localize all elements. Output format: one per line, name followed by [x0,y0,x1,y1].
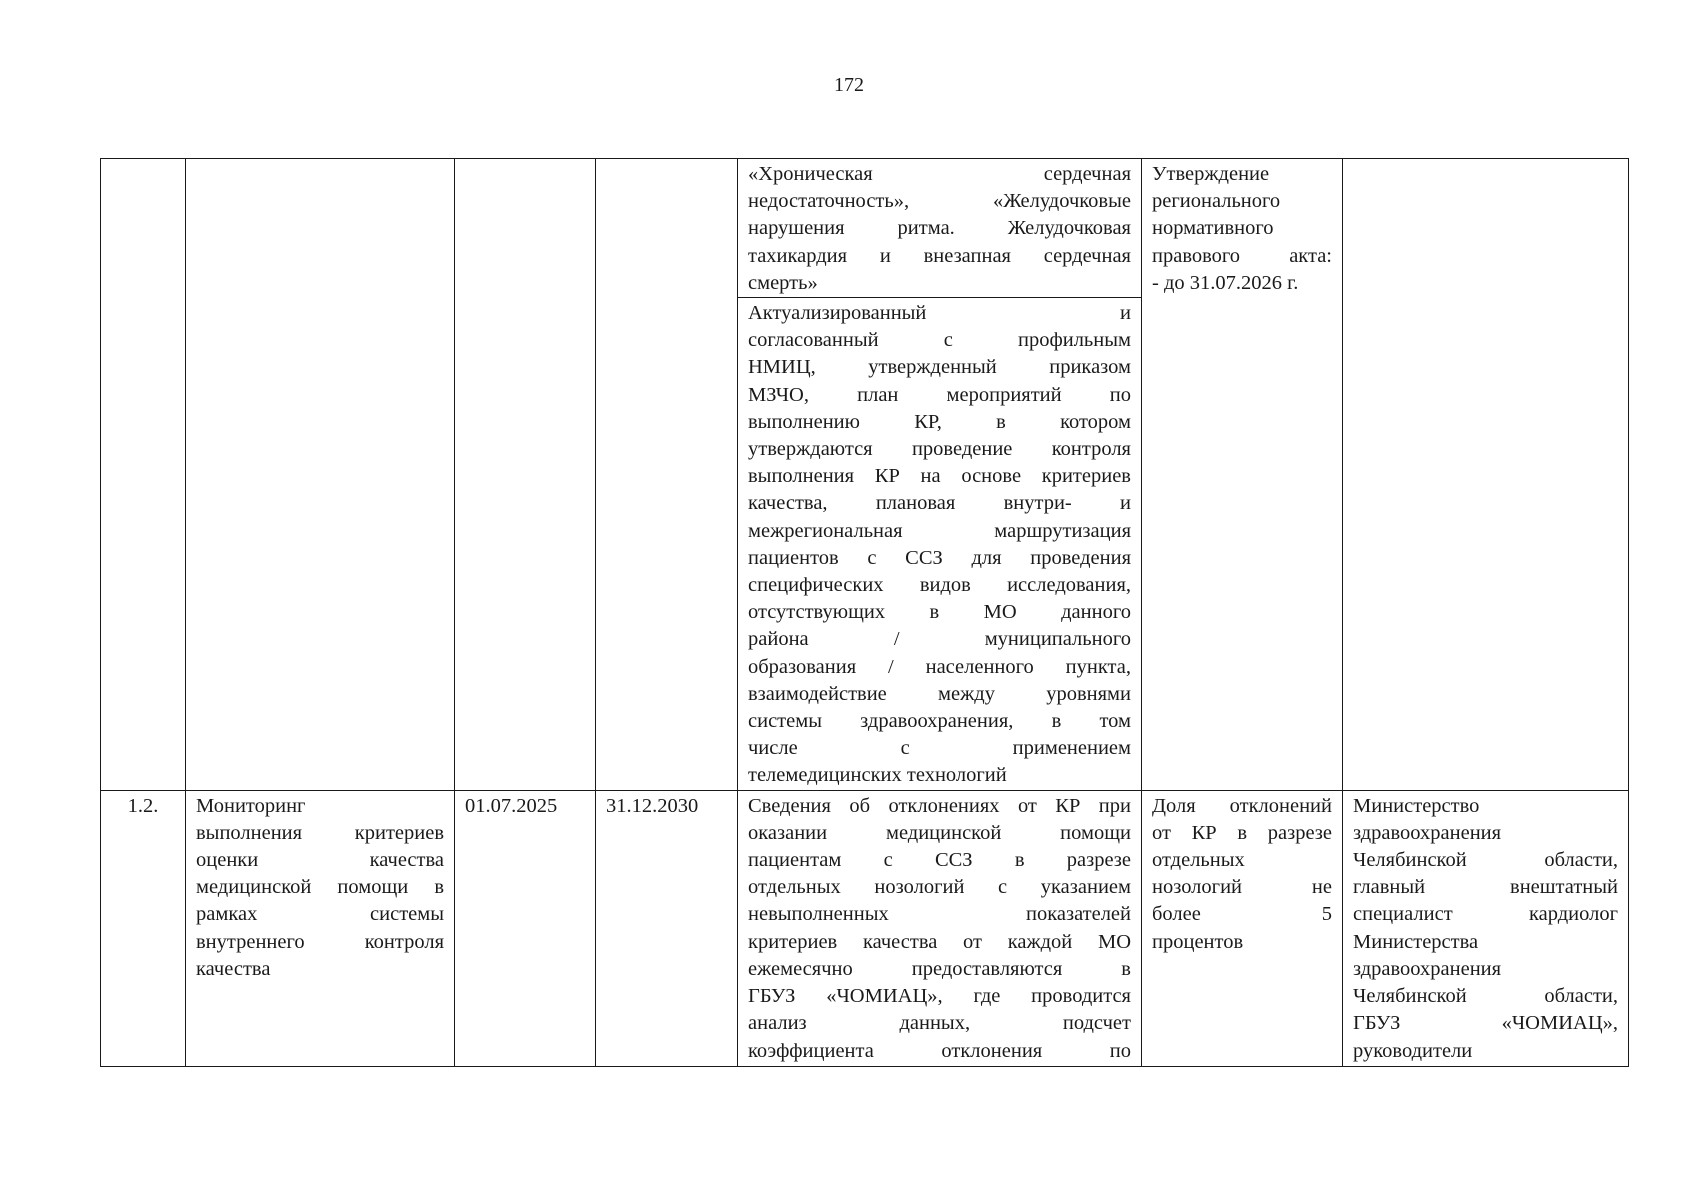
text-line: нозологий не [1152,876,1332,899]
row-number: 1.2. [127,794,159,817]
text-line: пациентам с ССЗ в разрезе [748,849,1131,872]
text-line: рамках системы [196,903,444,926]
text-line: Министерство [1353,794,1480,817]
text-line: более 5 [1152,903,1332,926]
text-line: коэффициента отклонения по [748,1039,1131,1062]
text-line: выполнению КР, в котором [748,410,1131,433]
text-line: анализ данных, подсчет [748,1012,1131,1035]
result-part1-text [748,161,1131,297]
text-line: отдельных нозологий с указанием [748,876,1131,899]
cell-end-date [596,790,738,1066]
text-line: здравоохранения [1353,957,1502,980]
text-line: Челябинской области, [1353,985,1618,1008]
cell-result [738,790,1142,1066]
text-line: выполнения КР на основе критериев [748,465,1131,488]
text-line: от КР в разрезе [1152,821,1332,844]
text-line: Мониторинг [196,794,306,817]
table-row-1-2 [101,790,1629,1066]
text-line: тахикардия и внезапная сердечная [748,244,1131,267]
text-line: согласованный с профильным [748,329,1131,352]
activities-table [100,158,1629,1067]
activity-name-text [196,793,444,983]
start-date: 01.07.2025 [465,794,558,817]
page-number: 172 [834,74,864,96]
text-line: Министерства [1353,930,1479,953]
text-line: района / муниципального [748,628,1131,651]
text-line: процентов [1152,930,1244,953]
table-row-continuation-top [101,159,1629,298]
text-line: недостаточность», «Желудочковые [748,190,1131,213]
text-line: специалист кардиолог [1353,903,1618,926]
text-line: отдельных [1152,849,1245,872]
text-line: Утверждение [1152,163,1270,185]
cell-responsible-empty [1343,159,1629,791]
text-line: руководители [1353,1039,1473,1062]
text-line: качества, плановая внутри- и [748,492,1131,515]
text-line: регионального [1152,190,1281,213]
text-line: пациентов с ССЗ для проведения [748,546,1131,569]
text-line: оценки качества [196,849,444,872]
text-line: внутреннего контроля [196,930,444,953]
text-line: телемедицинских технологий [748,764,1007,787]
cell-start-empty [455,159,596,791]
text-line: утверждаются проведение контроля [748,438,1131,461]
result-text [748,793,1131,1065]
responsible-text [1353,793,1618,1065]
text-line: оказании медицинской помощи [748,821,1131,844]
text-line: «Хроническая сердечная [748,163,1131,185]
text-line: критериев качества от каждой МО [748,930,1131,953]
text-line: ГБУЗ «ЧОМИАЦ», где проводится [748,985,1131,1008]
cell-indicator-continuation [1142,159,1343,791]
cell-start-date [455,790,596,1066]
cell-result-part1 [738,159,1142,298]
text-line: МЗЧО, план мероприятий по [748,383,1131,406]
text-line: Доля отклонений [1152,794,1332,817]
text-line: невыполненных показателей [748,903,1131,926]
indicator-text [1152,793,1332,956]
cell-responsible [1343,790,1629,1066]
text-line: системы здравоохранения, в том [748,710,1131,733]
text-line: нормативного [1152,217,1274,240]
text-line: главный внештатный [1353,876,1618,899]
cell-activity-name [186,790,455,1066]
text-line: взаимодействие между уровнями [748,682,1131,705]
text-line: специфических видов исследования, [748,574,1131,597]
text-line: - до 31.07.2026 г. [1152,271,1299,294]
text-line: качества [196,957,271,980]
text-line: НМИЦ, утвержденный приказом [748,356,1131,379]
text-line: здравоохранения [1353,821,1502,844]
text-line: образования / населенного пункта, [748,655,1131,678]
cell-number-empty [101,159,186,791]
text-line: выполнения критериев [196,821,444,844]
text-line: Челябинской области, [1353,849,1618,872]
text-line: межрегиональная маршрутизация [748,519,1131,542]
text-line: правового акта: [1152,244,1332,267]
text-line: нарушения ритма. Желудочковая [748,217,1131,240]
cell-name-empty [186,159,455,791]
text-line: ГБУЗ «ЧОМИАЦ», [1353,1012,1618,1035]
text-line: числе с применением [748,737,1131,760]
text-line: ежемесячно предоставляются в [748,957,1131,980]
text-line: Сведения об отклонениях от КР при [748,794,1131,817]
cell-row-number [101,790,186,1066]
text-line: отсутствующих в МО данного [748,601,1131,624]
cell-result-part2 [738,298,1142,791]
text-line: смерть» [748,271,818,294]
cell-end-empty [596,159,738,791]
cell-indicator [1142,790,1343,1066]
text-line: Актуализированный и [748,302,1131,325]
result-part2-text [748,300,1131,790]
indicator-continuation-text [1152,161,1332,297]
end-date: 31.12.2030 [606,794,699,817]
text-line: медицинской помощи в [196,876,444,899]
